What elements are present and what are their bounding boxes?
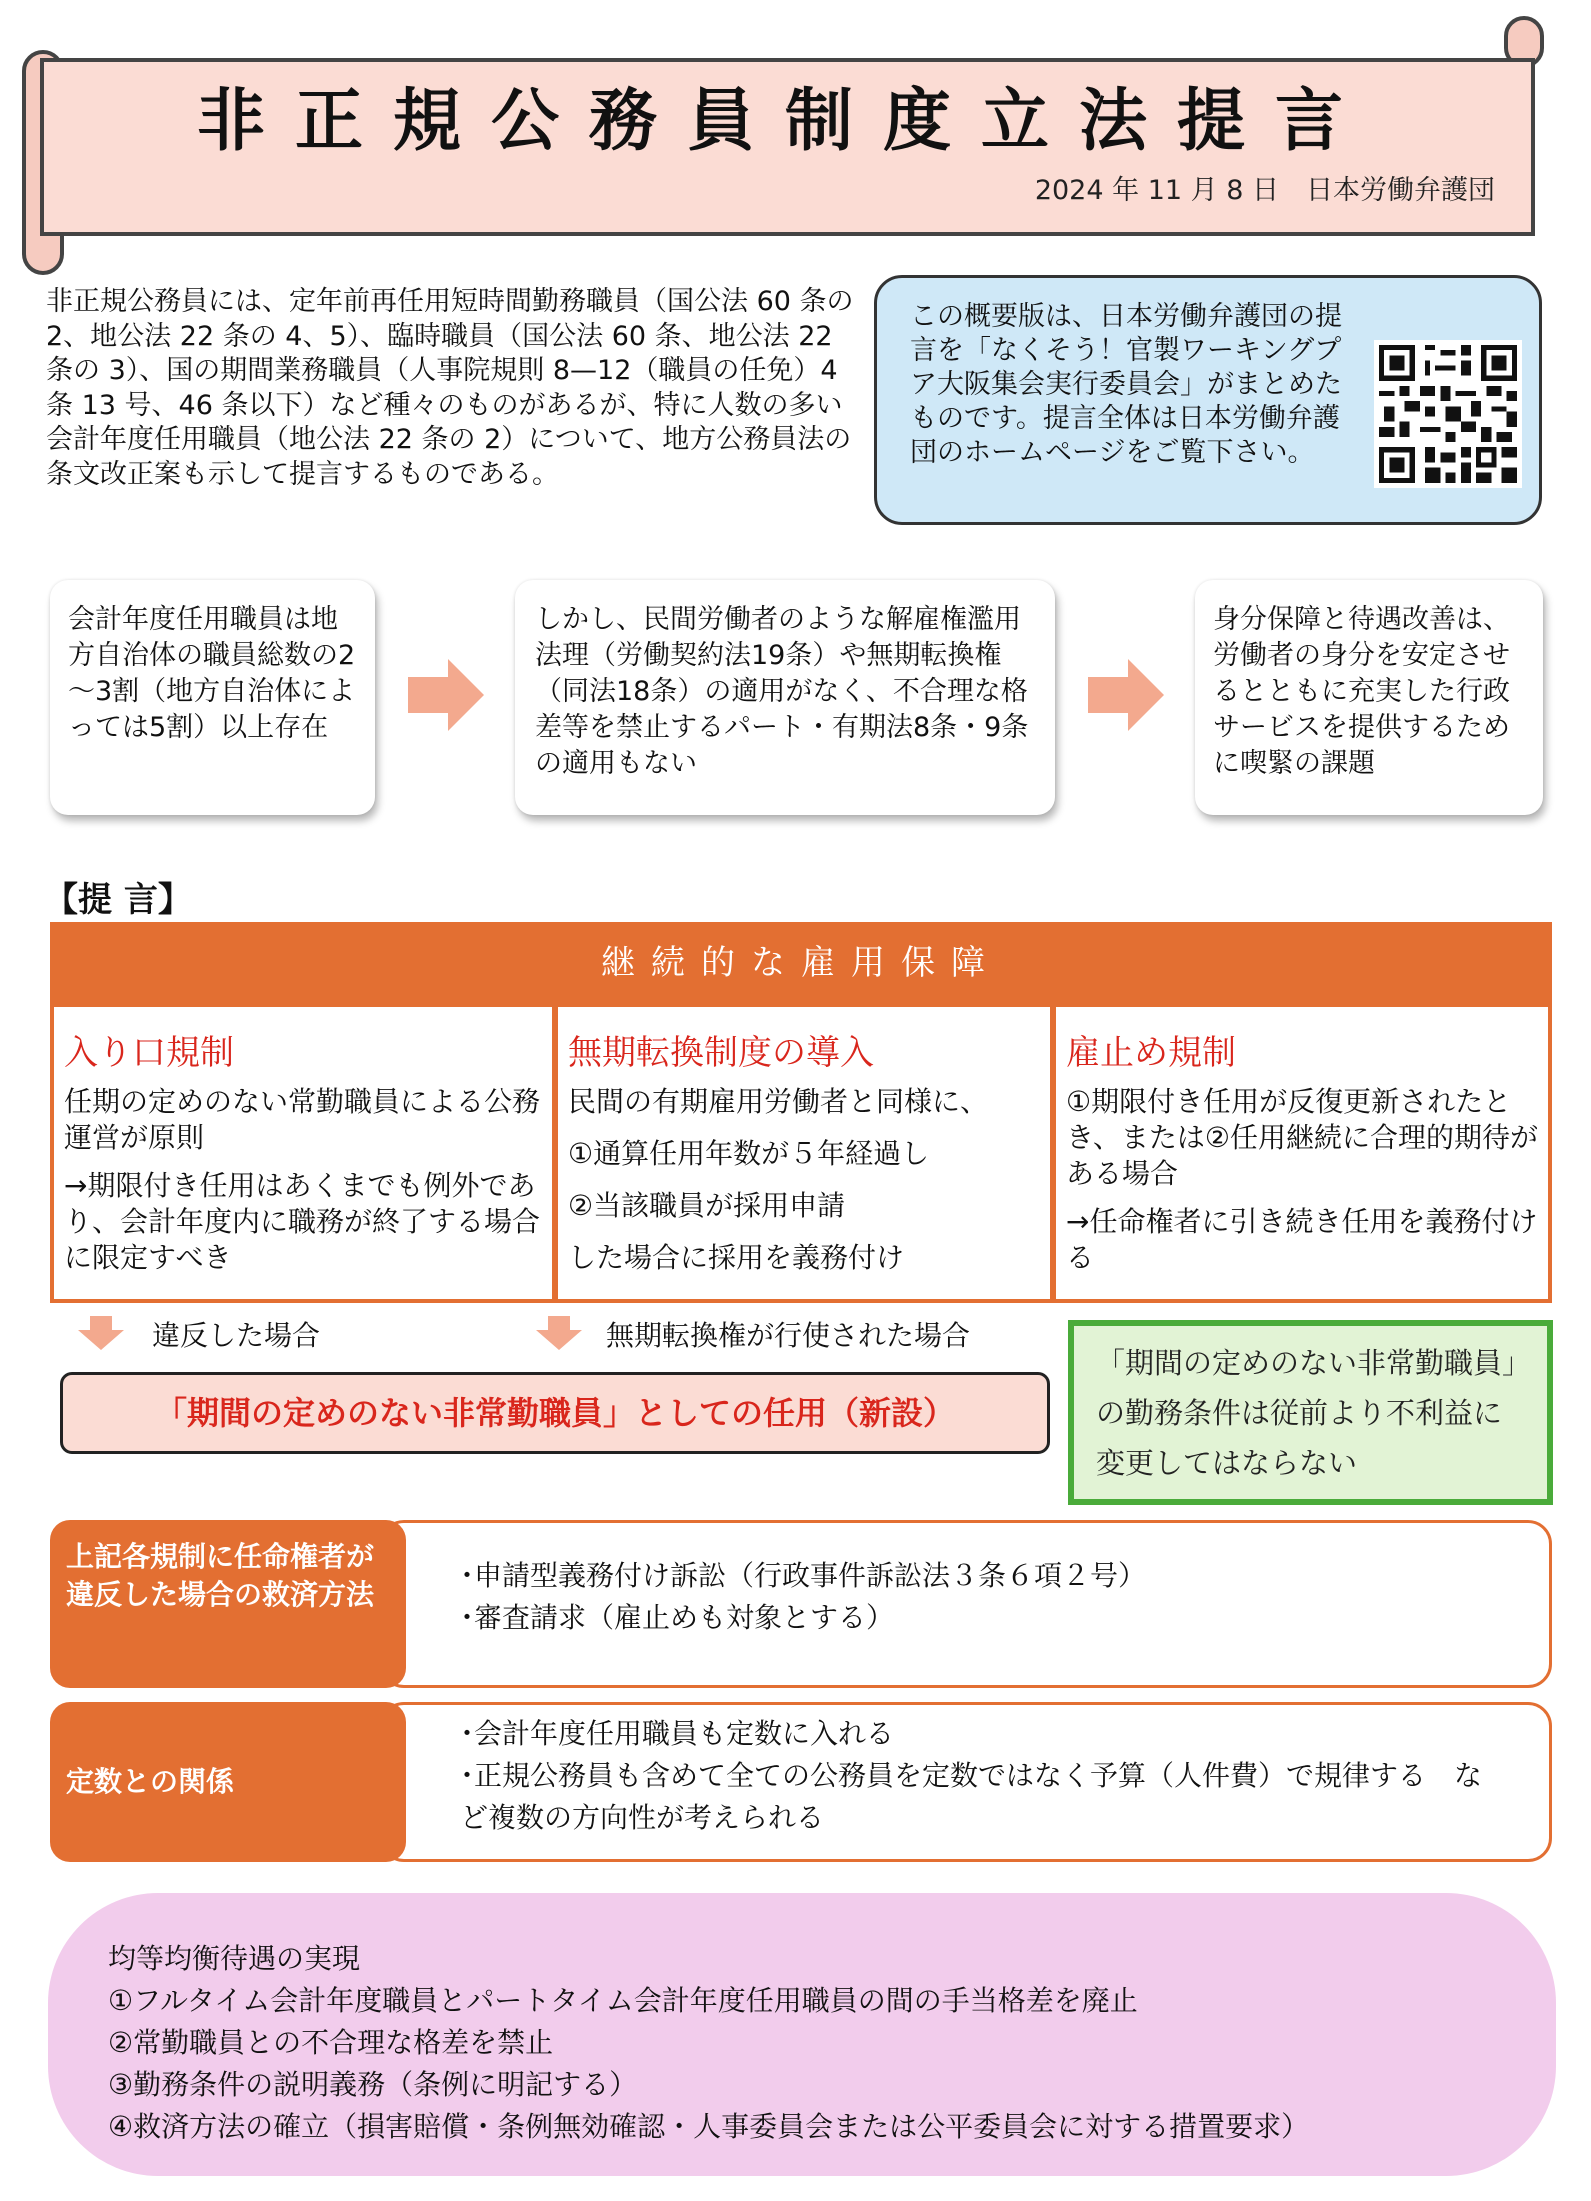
date-author: 2024 年 11 月 8 日 日本労働弁護団: [1034, 175, 1495, 206]
right-arrow-icon: [1086, 655, 1166, 735]
column-paragraph: ②当該職員が採用申請: [568, 1189, 846, 1222]
column-paragraph: ①期限付き任用が反復更新されたとき、または②任用継続に合理的期待がある場合: [1066, 1085, 1538, 1190]
column-indefinite-conversion: [554, 1003, 1054, 1303]
quota-item: ･会計年度任用職員も定数に入れる: [460, 1717, 895, 1750]
column-paragraph: →期限付き任用はあくまでも例外であり、会計年度内に職務が終了する場合に限定すべき: [64, 1169, 541, 1274]
flow-card-1: [50, 580, 375, 815]
column-paragraph: した場合に採用を義務付け: [568, 1241, 905, 1274]
equal-treatment-heading: 均等均衡待遇の実現: [108, 1942, 361, 1975]
column-title: 入り口規制: [64, 1033, 234, 1073]
section-label: 【提 言】: [44, 880, 192, 920]
qr-code-icon[interactable]: [1374, 340, 1522, 488]
down-arrow-icon: [536, 1316, 582, 1350]
working-conditions-note: 「期間の定めのない非常勤職員」の勤務条件は従前より不利益に変更してはならない: [1068, 1320, 1553, 1505]
continuous-employment-header: 継続的な雇用保障: [50, 922, 1552, 1005]
violation-label: 違反した場合: [152, 1319, 321, 1352]
flow-card-3: [1195, 580, 1543, 815]
overview-text: この概要版は、日本労働弁護団の提言を「なくそう！官製ワーキングプア大阪集会実行委員会」がまとめたものです。提言全体は日本労働弁護団のホームページをご覧下さい。: [910, 301, 1342, 468]
conversion-exercised-label: 無期転換権が行使された場合: [606, 1319, 971, 1352]
quota-label: 定数との関係: [50, 1702, 406, 1862]
quota-item: ･正規公務員も含めて全ての公務員を定数ではなく予算（人件費）で規律する など複数の方向性が考えられる: [460, 1759, 1483, 1834]
flow-card-2-text: しかし、民間労働者のような解雇権濫用法理（労働契約法19条）や無期転換権（同法18条）の適用がなく、不合理な格差等を禁止するパート・有期法8条・9条の適用もない: [535, 604, 1029, 779]
column-termination-regulation: [1052, 1003, 1552, 1303]
intro-paragraph: 非正規公務員には、定年前再任用短時間勤務職員（国公法 60 条の 2、地公法 22 条の 4、5）、臨時職員（国公法 60 条、地公法 22 条の 3）、国の期間業務職員（人事院規則 8—12（職員の任免）4 条 13 号、46 条以下）など種々のものがあるが、特に人数の多い会計年度任用職員（地公法 22 条の 2）について、地方公務員法の条文改正案も示して提言するものである。: [46, 286, 854, 490]
relief-item: ･審査請求（雇止めも対象とする）: [460, 1601, 895, 1634]
relief-label: 上記各規制に任命権者が違反した場合の救済方法: [50, 1520, 406, 1688]
new-appointment-box: 「期間の定めのない非常勤職員」としての任用（新設）: [60, 1372, 1050, 1454]
column-title: 無期転換制度の導入: [568, 1033, 874, 1073]
flow-card-3-text: 身分保障と待遇改善は、労働者の身分を安定させるとともに充実した行政サービスを提供するために喫緊の課題: [1213, 604, 1510, 779]
column-entry-regulation: [50, 1003, 556, 1303]
equal-treatment-item: ①フルタイム会計年度職員とパートタイム会計年度任用職員の間の手当格差を廃止: [108, 1984, 1138, 2017]
column-paragraph: ①通算任用年数が５年経過し: [568, 1137, 930, 1170]
column-title: 雇止め規制: [1066, 1033, 1236, 1073]
flow-card-1-text: 会計年度任用職員は地方自治体の職員総数の2～3割（地方自治体によっては5割）以上存在: [68, 604, 356, 743]
column-paragraph: 民間の有期雇用労働者と同様に、: [568, 1085, 989, 1118]
down-arrow-icon: [78, 1316, 124, 1350]
equal-treatment-item: ③勤務条件の説明義務（条例に明記する）: [108, 2068, 638, 2101]
flow-card-2: [515, 580, 1055, 815]
equal-treatment-item: ④救済方法の確立（損害賠償・条例無効確認・人事委員会または公平委員会に対する措置要求）: [108, 2110, 1310, 2143]
relief-item: ･申請型義務付け訴訟（行政事件訴訟法３条６項２号）: [460, 1559, 1147, 1592]
equal-treatment-list: [108, 1938, 1528, 2148]
column-paragraph: →任命権者に引き続き任用を義務付ける: [1066, 1205, 1538, 1274]
equal-treatment-item: ②常勤職員との不合理な格差を禁止: [108, 2026, 554, 2059]
page-title: 非正規公務員制度立法提言: [196, 82, 1373, 161]
column-paragraph: 任期の定めのない常勤職員による公務運営が原則: [64, 1085, 541, 1154]
right-arrow-icon: [406, 655, 486, 735]
